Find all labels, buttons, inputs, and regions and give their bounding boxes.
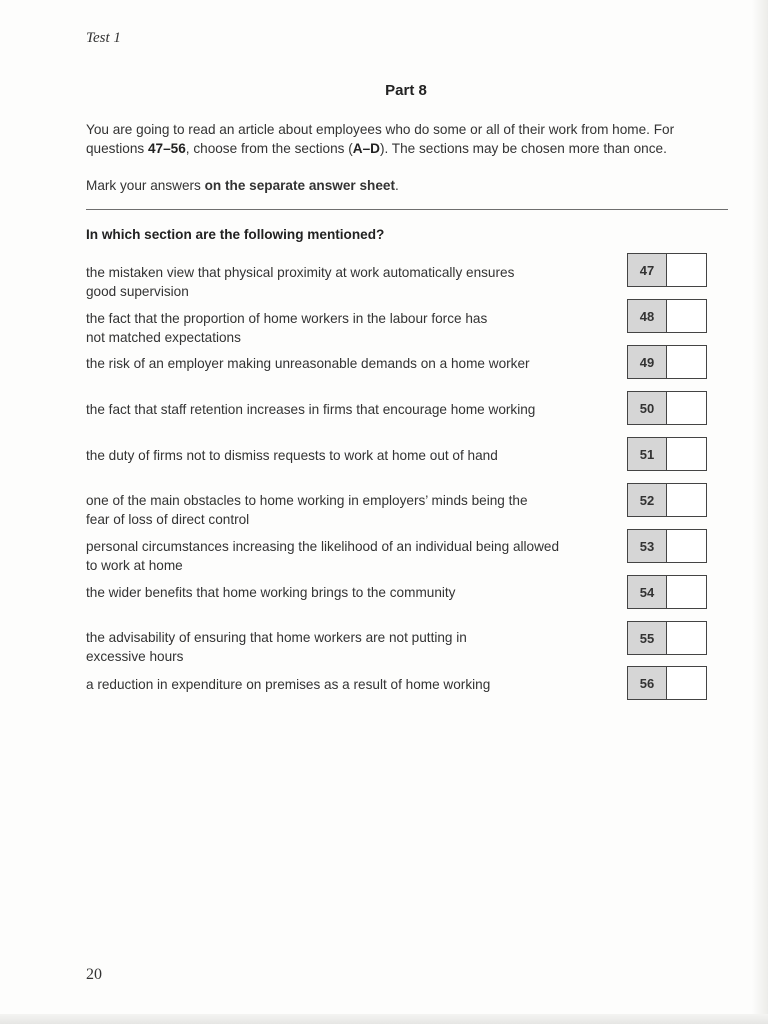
question-line: the risk of an employer making unreasonable demands on a home worker [86,356,530,371]
answer-field[interactable] [667,392,706,424]
question-line: the duty of firms not to dismiss requests to work at home out of hand [86,448,498,463]
mark-suffix: . [395,178,399,193]
answer-box [627,483,707,517]
part-title: Part 8 [385,82,427,99]
mark-prefix: Mark your answers [86,178,205,193]
question-line: the wider benefits that home working brings to the community [86,585,456,600]
answer-box [627,299,707,333]
question-line: the fact that staff retention increases in firms that encourage home working [86,402,536,417]
question-line: the mistaken view that physical proximity at work automatically ensures [86,265,515,280]
answer-field[interactable] [667,576,706,608]
question-item-text [86,400,616,419]
question-number: 50 [628,392,667,424]
question-item-text [86,446,616,465]
page-edge-shadow [0,1014,768,1024]
answer-field[interactable] [667,667,706,699]
question-item-text [86,491,616,529]
answer-field[interactable] [667,300,706,332]
question-number: 49 [628,346,667,378]
question-item-text [86,354,616,373]
question-item-text [86,537,616,575]
answer-field[interactable] [667,438,706,470]
intro-text: ). The sections may be chosen more than once. [379,141,667,156]
question-item-text [86,309,616,347]
page-number: 20 [86,966,102,983]
page-edge-shadow [752,0,768,1024]
question-number: 48 [628,300,667,332]
answer-box [627,345,707,379]
answer-box [627,529,707,563]
answer-field[interactable] [667,530,706,562]
answer-box [627,391,707,425]
question-heading: In which section are the following mentioned? [86,227,385,242]
question-line: fear of loss of direct control [86,512,250,527]
answer-box [627,253,707,287]
answer-box [627,621,707,655]
answer-box [627,575,707,609]
question-number: 51 [628,438,667,470]
answer-box [627,437,707,471]
question-line: not matched expectations [86,330,241,345]
question-item-text [86,628,616,666]
section-range: A–D [352,141,380,156]
question-line: the fact that the proportion of home workers in the labour force has [86,311,488,326]
question-number: 53 [628,530,667,562]
question-line: the advisability of ensuring that home workers are not putting in [86,630,467,645]
intro-text: , choose from the sections ( [185,141,353,156]
question-line: personal circumstances increasing the likelihood of an individual being allowed [86,539,560,554]
running-head: Test 1 [86,30,121,46]
question-number: 52 [628,484,667,516]
question-item-text [86,675,616,694]
question-range: 47–56 [147,141,186,156]
question-item-text [86,583,616,602]
question-number: 47 [628,254,667,286]
answer-field[interactable] [667,622,706,654]
question-item-text [86,263,616,301]
intro-text: You are going to read an article about employees who do some or all of their work from home. For questions [86,122,675,156]
question-line: good supervision [86,284,189,299]
question-number: 55 [628,622,667,654]
question-number: 54 [628,576,667,608]
answer-field[interactable] [667,346,706,378]
question-line: excessive hours [86,649,184,664]
question-number: 56 [628,667,667,699]
question-line: a reduction in expenditure on premises as a result of home working [86,677,491,692]
question-line: to work at home [86,558,183,573]
answer-box [627,666,707,700]
mark-bold: on the separate answer sheet [204,178,395,193]
answer-field[interactable] [667,484,706,516]
question-line: one of the main obstacles to home working in employers’ minds being the [86,493,528,508]
answer-field[interactable] [667,254,706,286]
